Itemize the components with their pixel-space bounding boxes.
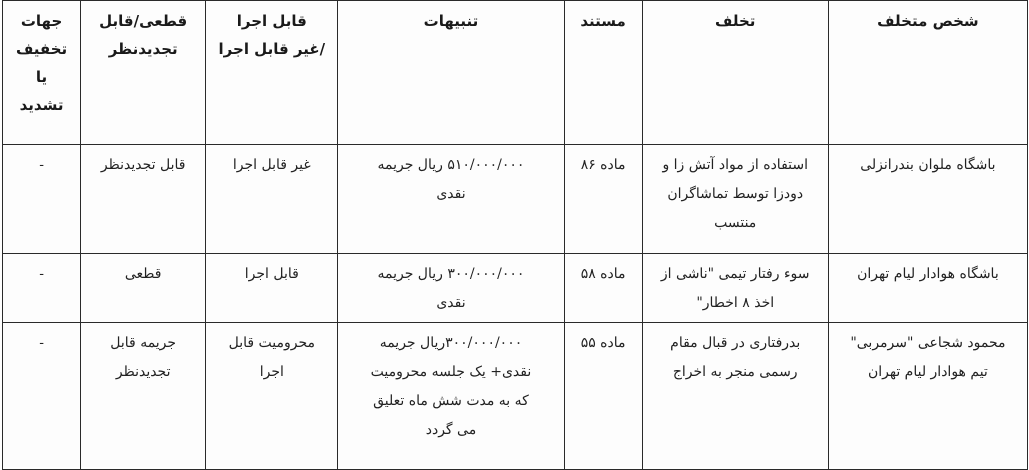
header-reference: مستند bbox=[564, 1, 642, 145]
cell-offender: باشگاه ملوان بندرانزلی bbox=[828, 145, 1027, 254]
cell-penalties: ۳۰۰/۰۰۰/۰۰۰ ریال جریمه نقدی bbox=[338, 254, 564, 323]
cell-enforceable: محرومیت قابل اجرا bbox=[206, 323, 338, 470]
cell-offender: محمود شجاعی "سرمربی" تیم هوادار لیام تهران bbox=[828, 323, 1027, 470]
cell-mitigation: - bbox=[3, 145, 81, 254]
disciplinary-verdicts-table bbox=[2, 0, 1028, 470]
cell-mitigation: - bbox=[3, 323, 81, 470]
header-enforceable: قابل اجرا /غیر قابل اجرا bbox=[206, 1, 338, 145]
cell-reference: ماده ۸۶ bbox=[564, 145, 642, 254]
cell-penalties: ۳۰۰/۰۰۰/۰۰۰ریال جریمه نقدی+ یک جلسه محرومیت که به مدت شش ماه تعلیق می گردد bbox=[338, 323, 564, 470]
cell-violation: بدرفتاری در قبال مقام رسمی منجر به اخراج bbox=[642, 323, 828, 470]
header-penalties: تنبیهات bbox=[338, 1, 564, 145]
header-row bbox=[3, 1, 1028, 145]
cell-enforceable: غیر قابل اجرا bbox=[206, 145, 338, 254]
cell-final-status: قابل تجدیدنظر bbox=[81, 145, 206, 254]
table-row bbox=[3, 145, 1028, 254]
cell-penalties: ۵۱۰/۰۰۰/۰۰۰ ریال جریمه نقدی bbox=[338, 145, 564, 254]
cell-enforceable: قابل اجرا bbox=[206, 254, 338, 323]
document-page bbox=[2, 0, 1028, 467]
cell-offender: باشگاه هوادار لیام تهران bbox=[828, 254, 1027, 323]
cell-reference: ماده ۵۵ bbox=[564, 323, 642, 470]
cell-violation: استفاده از مواد آتش زا و دودزا توسط تماشاگران منتسب bbox=[642, 145, 828, 254]
cell-final-status: قطعی bbox=[81, 254, 206, 323]
cell-violation: سوء رفتار تیمی "ناشی از اخذ ۸ اخطار" bbox=[642, 254, 828, 323]
header-offender: شخص متخلف bbox=[828, 1, 1027, 145]
header-mitigation: جهات تخفیف یا تشدید bbox=[3, 1, 81, 145]
cell-mitigation: - bbox=[3, 254, 81, 323]
cell-final-status: جریمه قابل تجدیدنظر bbox=[81, 323, 206, 470]
header-violation: تخلف bbox=[642, 1, 828, 145]
table-row bbox=[3, 323, 1028, 470]
cell-reference: ماده ۵۸ bbox=[564, 254, 642, 323]
header-final-status: قطعی/قابل تجدیدنظر bbox=[81, 1, 206, 145]
table-row bbox=[3, 254, 1028, 323]
